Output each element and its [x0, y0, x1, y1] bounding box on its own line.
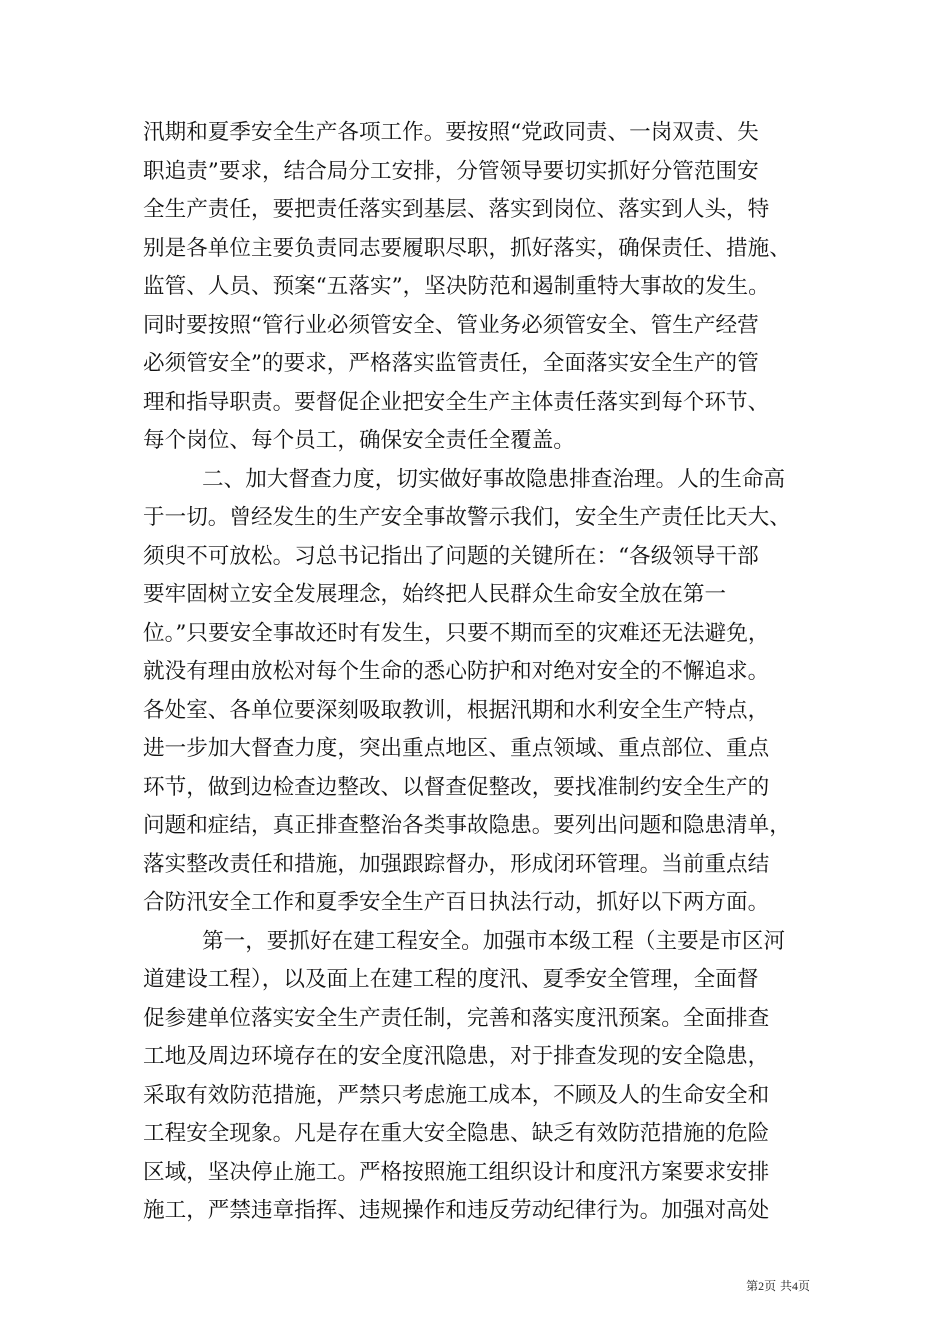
text-line: 于一切。曾经发生的生产安全事故警示我们，安全生产责任比天大、 [143, 505, 791, 530]
text-line: 工程安全现象。凡是存在重大安全隐患、缺乏有效防范措施的危险 [143, 1121, 770, 1146]
text-line: 道建设工程），以及面上在建工程的度汛、夏季安全管理，全面督 [143, 967, 759, 992]
text-line: 每个岗位、每个员工，确保安全责任全覆盖。 [143, 428, 575, 453]
text-line: 进一步加大督查力度，突出重点地区、重点领域、重点部位、重点 [143, 736, 770, 761]
text-line: 采取有效防范措施，严禁只考虑施工成本，不顾及人的生命安全和 [143, 1082, 770, 1108]
text-line: 全生产责任，要把责任落实到基层、落实到岗位、落实到人头，特 [143, 197, 770, 222]
text-line: 汛期和夏季安全生产各项工作。要按照“党政同责、一岗双责、失 [143, 120, 759, 145]
text-line: 同时要按照“管行业必须管安全、管业务必须管安全、管生产经营 [143, 312, 759, 338]
text-line: 合防汛安全工作和夏季安全生产百日执法行动，抓好以下两方面。 [143, 890, 770, 915]
text-line: 各处室、各单位要深刻吸取教训，根据汛期和水利安全生产特点， [143, 697, 770, 723]
text-line: 施工，严禁违章指挥、违规操作和违反劳动纪律行为。加强对高处 [143, 1198, 770, 1223]
text-line: 工地及周边环境存在的安全度汛隐患，对于排查发现的安全隐患， [143, 1044, 770, 1069]
document-body [143, 114, 825, 1231]
footer-middle: 页 共 [764, 1279, 792, 1293]
page-footer [700, 1278, 810, 1294]
text-line: 理和指导职责。要督促企业把安全生产主体责任落实到每个环节、 [143, 389, 770, 415]
text-line: 位。”只要安全事故还时有发生，只要不期而至的灾难还无法避免， [143, 620, 770, 646]
paragraph-start-line: 二、加大督查力度，切实做好事故隐患排查治理。人的生命高 [202, 466, 786, 492]
footer-suffix: 页 [797, 1279, 810, 1293]
footer-prefix: 第 [746, 1279, 759, 1293]
text-line: 须臾不可放松。习总书记指出了问题的关键所在：“各级领导干部 [143, 543, 759, 569]
current-page-number: 2 [758, 1279, 765, 1293]
text-line: 监管、人员、预案“五落实”，坚决防范和遏制重特大事故的发生。 [143, 274, 770, 299]
paragraph-start-line: 第一，要抓好在建工程安全。加强市本级工程（主要是市区河 [202, 928, 786, 954]
text-line: 就没有理由放松对每个生命的悉心防护和对绝对安全的不懈追求。 [143, 659, 770, 684]
text-line: 职追责”要求，结合局分工安排，分管领导要切实抓好分管范围安 [143, 158, 759, 184]
text-line: 区域，坚决停止施工。严格按照施工组织设计和度汛方案要求安排 [143, 1159, 770, 1185]
text-line: 问题和症结，真正排查整治各类事故隐患。要列出问题和隐患清单， [143, 813, 791, 838]
text-line: 落实整改责任和措施，加强跟踪督办，形成闭环管理。当前重点结 [143, 851, 770, 877]
text-line: 必须管安全”的要求，严格落实监管责任，全面落实安全生产的管 [143, 351, 759, 376]
total-pages-number: 4 [791, 1279, 798, 1293]
text-line: 环节，做到边检查边整改、以督查促整改，要找准制约安全生产的 [143, 774, 770, 800]
text-line: 别是各单位主要负责同志要履职尽职，抓好落实，确保责任、措施、 [143, 235, 791, 261]
text-line: 要牢固树立安全发展理念，始终把人民群众生命安全放在第一 [143, 582, 727, 607]
text-line: 促参建单位落实安全生产责任制，完善和落实度汛预案。全面排查 [143, 1005, 770, 1031]
